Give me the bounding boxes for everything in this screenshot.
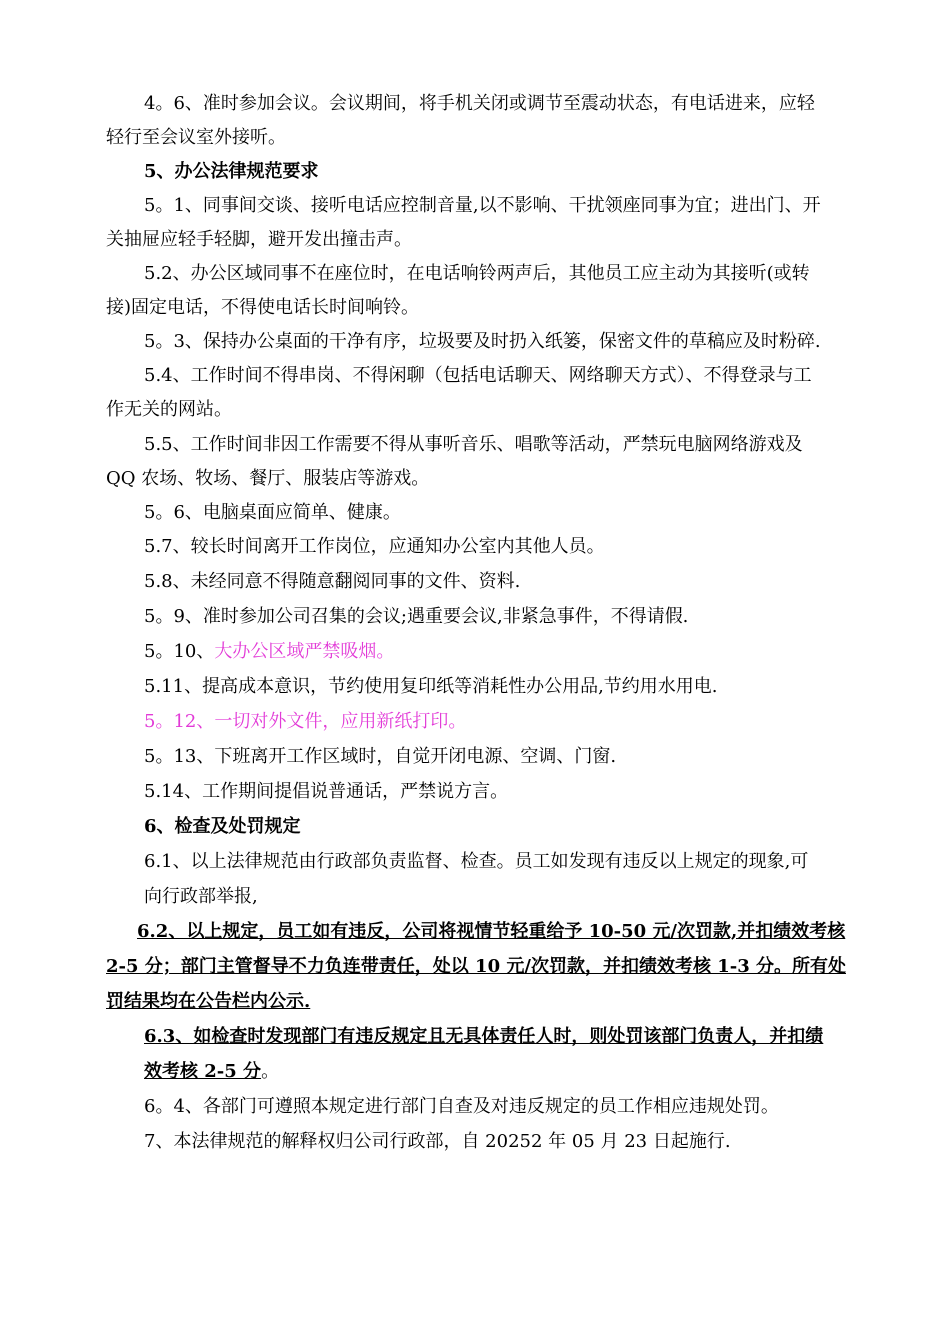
paragraph-6-2-line-2: 2-5 分；部门主管督导不力负连带责任，处以 10 元/次罚款，并扣绩效考核 1-3 分。所有处 [106,956,846,977]
paragraph-5-11: 5.11、提高成本意识，节约使用复印纸等消耗性办公用品,节约用水用电. [144,676,718,697]
section-heading-5: 5、办公法律规范要求 [144,161,319,182]
paragraph-5-10 [144,635,394,669]
paragraph-5-5-line-2: QQ 农场、牧场、餐厅、服装店等游戏。 [106,468,430,489]
paragraph-5-1-line-1: 5。1、同事间交谈、接听电话应控制音量,以不影响、干扰领座同事为宜；进出门、开 [144,195,821,216]
paragraph-5-4-line-1: 5.4、工作时间不得串岗、不得闲聊（包括电话聊天、网络聊天方式）、不得登录与工 [144,365,812,386]
paragraph-7: 7、本法律规范的解释权归公司行政部，自 20252 年 05 月 23 日起施行. [144,1131,731,1152]
paragraph-6-1-line-1: 6.1、以上法律规范由行政部负责监督、检查。员工如发现有违反以上规定的现象,可 [144,851,809,872]
paragraph-5-2-line-1: 5.2、办公区域同事不在座位时，在电话响铃两声后，其他员工应主动为其接听(或转 [144,263,810,284]
paragraph-6-3-period: 。 [261,1061,280,1082]
paragraph-5-12: 5。12、一切对外文件，应用新纸打印。 [144,711,467,732]
paragraph-5-10-text: 大办公区域严禁吸烟。 [214,641,395,662]
paragraph-5-14: 5.14、工作期间提倡说普通话，严禁说方言。 [144,781,509,802]
paragraph-6-4: 6。4、各部门可遵照本规定进行部门自查及对违反规定的员工作相应违规处罚。 [144,1096,779,1117]
paragraph-6-2-line-1: 6.2、以上规定，员工如有违反，公司将视情节轻重给予 10-50 元/次罚款,并扣绩效考核 [137,921,846,942]
paragraph-5-2-line-2: 接)固定电话，不得使电话长时间响铃。 [106,297,420,318]
paragraph-6-1-line-2: 向行政部举报, [144,886,258,907]
paragraph-6-3-line-2 [144,1055,279,1089]
paragraph-5-6: 5。6、电脑桌面应简单、健康。 [144,502,401,523]
paragraph-4-6-line-1: 4。6、准时参加会议。会议期间，将手机关闭或调节至震动状态，有电话进来，应轻 [144,93,815,114]
paragraph-5-9: 5。9、准时参加公司召集的会议;遇重要会议,非紧急事件，不得请假. [144,606,689,627]
paragraph-5-7: 5.7、较长时间离开工作岗位，应通知办公室内其他人员。 [144,536,605,557]
paragraph-5-4-line-2: 作无关的网站。 [106,399,232,420]
paragraph-5-5-line-1: 5.5、工作时间非因工作需要不得从事听音乐、唱歌等活动，严禁玩电脑网络游戏及 [144,434,803,455]
paragraph-5-8: 5.8、未经同意不得随意翻阅同事的文件、资料. [144,571,521,592]
paragraph-5-13: 5。13、下班离开工作区域时，自觉开闭电源、空调、门窗. [144,746,617,767]
paragraph-5-10-number: 5。10、 [144,641,215,662]
paragraph-6-3-emphasis: 效考核 2-5 分 [144,1061,262,1082]
paragraph-6-2-line-3: 罚结果均在公告栏内公示. [106,991,311,1012]
paragraph-5-1-line-2: 关抽屉应轻手轻脚，避开发出撞击声。 [106,229,412,250]
section-heading-6: 6、检查及处罚规定 [144,816,301,837]
paragraph-6-3-line-1: 6.3、如检查时发现部门有违反规定且无具体责任人时，则处罚该部门负责人，并扣绩 [144,1026,824,1047]
paragraph-5-3: 5。3、保持办公桌面的干净有序，垃圾要及时扔入纸篓，保密文件的草稿应及时粉碎. [144,331,821,352]
paragraph-4-6-line-2: 轻行至会议室外接听。 [106,127,286,148]
